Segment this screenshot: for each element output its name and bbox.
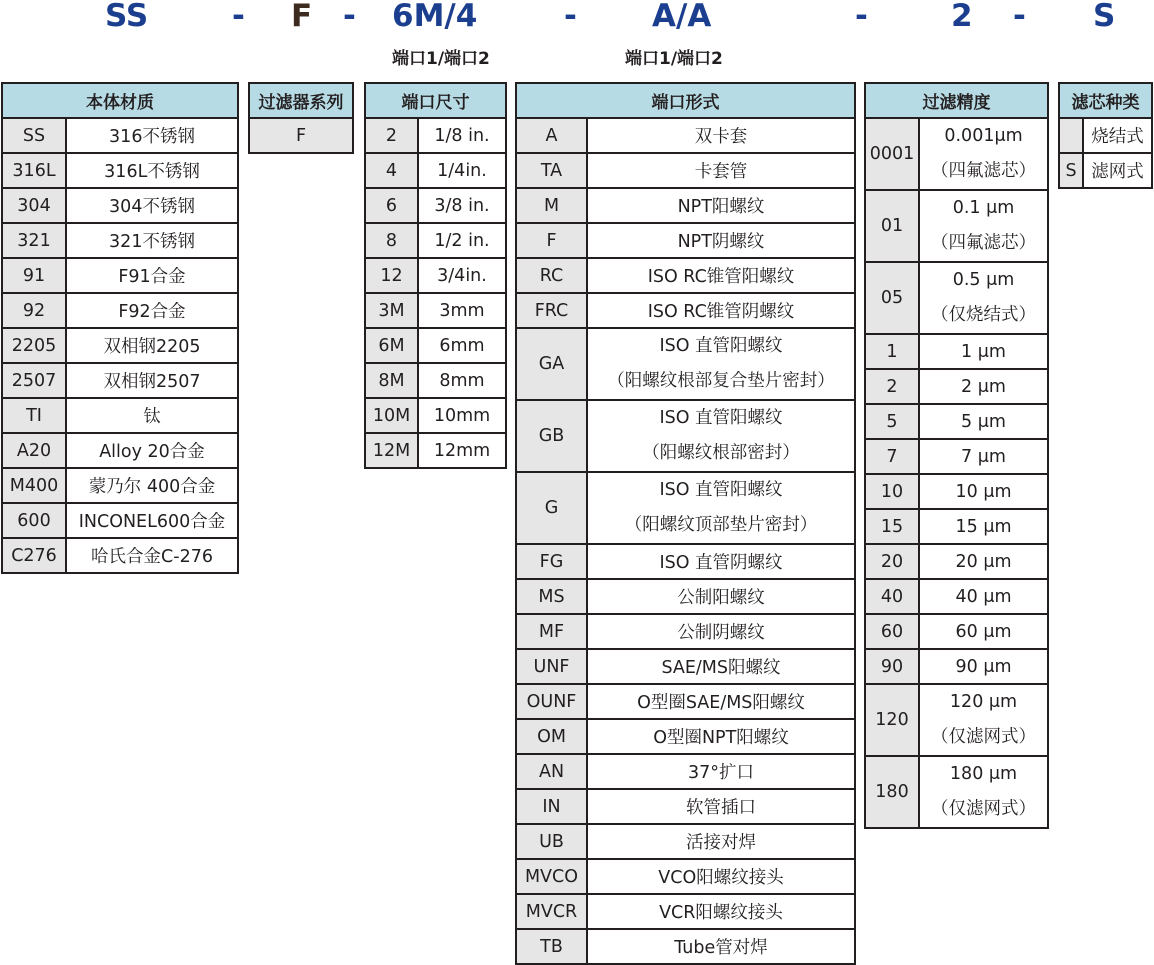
port-form-code: A: [516, 118, 587, 153]
table-row: [1059, 118, 1152, 153]
port-form-value: NPT阳螺纹: [587, 188, 855, 223]
port-form-value: 公制阴螺纹: [587, 614, 855, 649]
port-form-value: [587, 328, 855, 400]
table-row: [365, 153, 506, 188]
table-row: [516, 544, 855, 579]
table-row: [516, 328, 855, 400]
port-form-value: SAE/MS阳螺纹: [587, 649, 855, 684]
port-size-code: 6: [365, 188, 418, 223]
material-value: 双相钢2205: [66, 328, 238, 363]
precision-value: 90 μm: [919, 649, 1048, 684]
port-form-value: 软管插口: [587, 789, 855, 824]
port-form-code: IN: [516, 789, 587, 824]
precision-value: 1 μm: [919, 334, 1048, 369]
material-code: 91: [2, 258, 66, 293]
code-separator: -: [855, 0, 868, 34]
precision-value: 15 μm: [919, 509, 1048, 544]
port-form-value-line2: （阳螺纹顶部垫片密封）: [624, 515, 818, 535]
port-form-value-line2: （阳螺纹根部复合垫片密封）: [607, 371, 835, 391]
table-row: [516, 719, 855, 754]
port-form-value: 双卡套: [587, 118, 855, 153]
port-form-value: O型圈SAE/MS阳螺纹: [587, 684, 855, 719]
precision-code: 1: [865, 334, 919, 369]
precision-value: 10 μm: [919, 474, 1048, 509]
port-form-value: VCR阳螺纹接头: [587, 894, 855, 929]
table-row: [865, 474, 1048, 509]
material-value: Alloy 20合金: [66, 433, 238, 468]
precision-value-line1: 0.001μm: [944, 126, 1023, 146]
table-row: [516, 472, 855, 544]
precision-value-line1: 0.5 μm: [952, 270, 1015, 290]
precision-value: [919, 190, 1048, 262]
port-form-code: FRC: [516, 293, 587, 328]
port-form-label: 端口1/端口2: [625, 49, 723, 69]
table-row: [865, 509, 1048, 544]
port-form-value-line1: ISO 直管阳螺纹: [659, 480, 783, 500]
table-row: [865, 262, 1048, 334]
table-row: [2, 363, 238, 398]
table-row: [516, 188, 855, 223]
material-value: F92合金: [66, 293, 238, 328]
port-form-value: VCO阳螺纹接头: [587, 859, 855, 894]
material-code: 321: [2, 223, 66, 258]
port-size-value: 12mm: [418, 433, 506, 468]
port-size-value: 3/4in.: [418, 258, 506, 293]
port-size-value: 6mm: [418, 328, 506, 363]
precision-code: 2: [865, 369, 919, 404]
port-form-code: TB: [516, 929, 587, 964]
port-size-table: [364, 82, 507, 469]
table-row: [865, 649, 1048, 684]
precision-value-line2: （仅滤网式）: [931, 799, 1036, 819]
precision-code: 20: [865, 544, 919, 579]
table-row: [2, 153, 238, 188]
code-part-port-form: A/A: [652, 0, 712, 34]
table-row: [516, 894, 855, 929]
port-form-code: RC: [516, 258, 587, 293]
port-form-code: UNF: [516, 649, 587, 684]
precision-code: 01: [865, 190, 919, 262]
table-row: [2, 258, 238, 293]
material-code: 316L: [2, 153, 66, 188]
table-row: [865, 334, 1048, 369]
material-value: 316L不锈钢: [66, 153, 238, 188]
port-form-value: ISO RC锥管阴螺纹: [587, 293, 855, 328]
port-form-code: OM: [516, 719, 587, 754]
material-code: M400: [2, 468, 66, 503]
table-row: [865, 579, 1048, 614]
material-code: SS: [2, 118, 66, 153]
code-part-material: SS: [105, 0, 149, 34]
table-row: [865, 544, 1048, 579]
port-form-code: TA: [516, 153, 587, 188]
precision-code: 5: [865, 404, 919, 439]
table-row: [865, 439, 1048, 474]
element-type-value: 烧结式: [1083, 118, 1152, 153]
table-row: [2, 398, 238, 433]
port-form-code: M: [516, 188, 587, 223]
series-table: [248, 82, 354, 154]
material-header: 本体材质: [2, 83, 238, 118]
port-form-value: ISO RC锥管阳螺纹: [587, 258, 855, 293]
port-size-code: 4: [365, 153, 418, 188]
table-row: [516, 754, 855, 789]
table-row: [516, 400, 855, 472]
port-size-code: 3M: [365, 293, 418, 328]
port-form-table: [515, 82, 856, 965]
table-row: [516, 929, 855, 964]
table-row: [2, 188, 238, 223]
precision-value-line2: （仅烧结式）: [931, 305, 1036, 325]
table-row: [2, 293, 238, 328]
table-row: [2, 328, 238, 363]
precision-code: 15: [865, 509, 919, 544]
precision-value-line2: （四氟滤芯）: [931, 161, 1036, 181]
port-form-value: NPT阴螺纹: [587, 223, 855, 258]
port-form-code: F: [516, 223, 587, 258]
port-size-value: 3/8 in.: [418, 188, 506, 223]
port-size-value: 1/8 in.: [418, 118, 506, 153]
table-row: [365, 293, 506, 328]
port-size-value: 8mm: [418, 363, 506, 398]
material-code: 92: [2, 293, 66, 328]
precision-value: [919, 118, 1048, 190]
material-value: 316不锈钢: [66, 118, 238, 153]
table-row: [2, 223, 238, 258]
precision-code: 60: [865, 614, 919, 649]
port-size-code: 6M: [365, 328, 418, 363]
code-part-precision: 2: [951, 0, 973, 34]
port-form-value: ISO 直管阴螺纹: [587, 544, 855, 579]
code-part-series: F: [291, 0, 313, 34]
element-type-code: [1059, 118, 1083, 153]
port-form-value-line2: （阳螺纹根部密封）: [642, 443, 800, 463]
material-code: 2205: [2, 328, 66, 363]
precision-table: [864, 82, 1049, 829]
code-part-port-size: 6M/4: [392, 0, 478, 34]
precision-value-line2: （仅滤网式）: [931, 727, 1036, 747]
precision-code: 180: [865, 756, 919, 828]
material-code: 304: [2, 188, 66, 223]
table-row: [865, 118, 1048, 190]
table-row: [865, 404, 1048, 439]
precision-value: 7 μm: [919, 439, 1048, 474]
port-form-value: 公制阳螺纹: [587, 579, 855, 614]
port-form-code: UB: [516, 824, 587, 859]
table-row: [2, 503, 238, 538]
port-form-code: GB: [516, 400, 587, 472]
material-code: C276: [2, 538, 66, 573]
port-form-code: MF: [516, 614, 587, 649]
table-row: [516, 579, 855, 614]
precision-value-line1: 0.1 μm: [952, 198, 1015, 218]
port-size-code: 12M: [365, 433, 418, 468]
port-form-code: G: [516, 472, 587, 544]
table-row: [516, 684, 855, 719]
code-part-element: S: [1093, 0, 1116, 34]
table-row: [516, 258, 855, 293]
port-size-code: 2: [365, 118, 418, 153]
table-row: [865, 190, 1048, 262]
precision-code: 10: [865, 474, 919, 509]
material-value: INCONEL600合金: [66, 503, 238, 538]
table-row: [365, 328, 506, 363]
port-form-code: GA: [516, 328, 587, 400]
precision-code: 05: [865, 262, 919, 334]
precision-value: 5 μm: [919, 404, 1048, 439]
port-form-value: 卡套管: [587, 153, 855, 188]
port-form-code: AN: [516, 754, 587, 789]
precision-code: 90: [865, 649, 919, 684]
code-separator: -: [1013, 0, 1026, 34]
table-row: [516, 789, 855, 824]
port-size-code: 10M: [365, 398, 418, 433]
precision-code: 120: [865, 684, 919, 756]
table-row: [516, 649, 855, 684]
port-form-value: O型圈NPT阳螺纹: [587, 719, 855, 754]
element-type-value: 滤网式: [1083, 153, 1152, 188]
material-value: 哈氏合金C-276: [66, 538, 238, 573]
table-row: [2, 433, 238, 468]
port-size-value: 1/2 in.: [418, 223, 506, 258]
port-size-code: 8: [365, 223, 418, 258]
table-row: [865, 614, 1048, 649]
table-row: [365, 363, 506, 398]
element-type-table: [1058, 82, 1153, 189]
table-row: [516, 223, 855, 258]
precision-value-line1: 180 μm: [949, 764, 1018, 784]
precision-code: 0001: [865, 118, 919, 190]
table-row: [365, 258, 506, 293]
port-size-label: 端口1/端口2: [392, 49, 490, 69]
port-size-code: 12: [365, 258, 418, 293]
port-form-code: MS: [516, 579, 587, 614]
port-size-value: 3mm: [418, 293, 506, 328]
table-row: [516, 153, 855, 188]
material-value: 321不锈钢: [66, 223, 238, 258]
table-row: [865, 756, 1048, 828]
precision-value: 60 μm: [919, 614, 1048, 649]
table-row: [365, 188, 506, 223]
material-value: 蒙乃尔 400合金: [66, 468, 238, 503]
table-row: [2, 538, 238, 573]
material-value: 钛: [66, 398, 238, 433]
table-row: [516, 824, 855, 859]
table-row: [516, 859, 855, 894]
precision-code: 40: [865, 579, 919, 614]
port-form-value-line1: ISO 直管阳螺纹: [659, 408, 783, 428]
table-row: [365, 433, 506, 468]
port-form-value: 37°扩口: [587, 754, 855, 789]
port-size-value: 1/4in.: [418, 153, 506, 188]
port-size-code: 8M: [365, 363, 418, 398]
series-code: F: [249, 118, 353, 153]
material-value: F91合金: [66, 258, 238, 293]
table-row: [865, 369, 1048, 404]
precision-value: [919, 684, 1048, 756]
element-type-header: 滤芯种类: [1059, 83, 1152, 118]
precision-header: 过滤精度: [865, 83, 1048, 118]
table-row: [516, 118, 855, 153]
precision-value: 20 μm: [919, 544, 1048, 579]
table-row: [1059, 153, 1152, 188]
material-code: 2507: [2, 363, 66, 398]
material-code: A20: [2, 433, 66, 468]
port-form-value: Tube管对焊: [587, 929, 855, 964]
port-form-value: 活接对焊: [587, 824, 855, 859]
material-table: [1, 82, 239, 574]
precision-code: 7: [865, 439, 919, 474]
port-size-value: 10mm: [418, 398, 506, 433]
precision-value: 2 μm: [919, 369, 1048, 404]
precision-value: [919, 262, 1048, 334]
material-value: 304不锈钢: [66, 188, 238, 223]
table-row: [516, 293, 855, 328]
material-code: 600: [2, 503, 66, 538]
table-row: [2, 118, 238, 153]
material-value: 双相钢2507: [66, 363, 238, 398]
precision-value-line2: （四氟滤芯）: [931, 233, 1036, 253]
table-row: [365, 398, 506, 433]
table-row: [249, 118, 353, 153]
element-type-code: S: [1059, 153, 1083, 188]
port-form-value-line1: ISO 直管阳螺纹: [659, 336, 783, 356]
table-row: [2, 468, 238, 503]
material-code: TI: [2, 398, 66, 433]
code-separator: -: [232, 0, 245, 34]
port-form-header: 端口形式: [516, 83, 855, 118]
precision-value: [919, 756, 1048, 828]
code-separator: -: [564, 0, 577, 34]
table-row: [365, 223, 506, 258]
port-size-header: 端口尺寸: [365, 83, 506, 118]
code-separator: -: [343, 0, 356, 34]
precision-value: 40 μm: [919, 579, 1048, 614]
port-form-code: MVCO: [516, 859, 587, 894]
table-row: [865, 684, 1048, 756]
port-form-code: FG: [516, 544, 587, 579]
port-form-value: [587, 472, 855, 544]
port-form-code: MVCR: [516, 894, 587, 929]
port-form-value: [587, 400, 855, 472]
precision-value-line1: 120 μm: [949, 692, 1018, 712]
table-row: [365, 118, 506, 153]
table-row: [516, 614, 855, 649]
port-form-code: OUNF: [516, 684, 587, 719]
series-header: 过滤器系列: [249, 83, 353, 118]
